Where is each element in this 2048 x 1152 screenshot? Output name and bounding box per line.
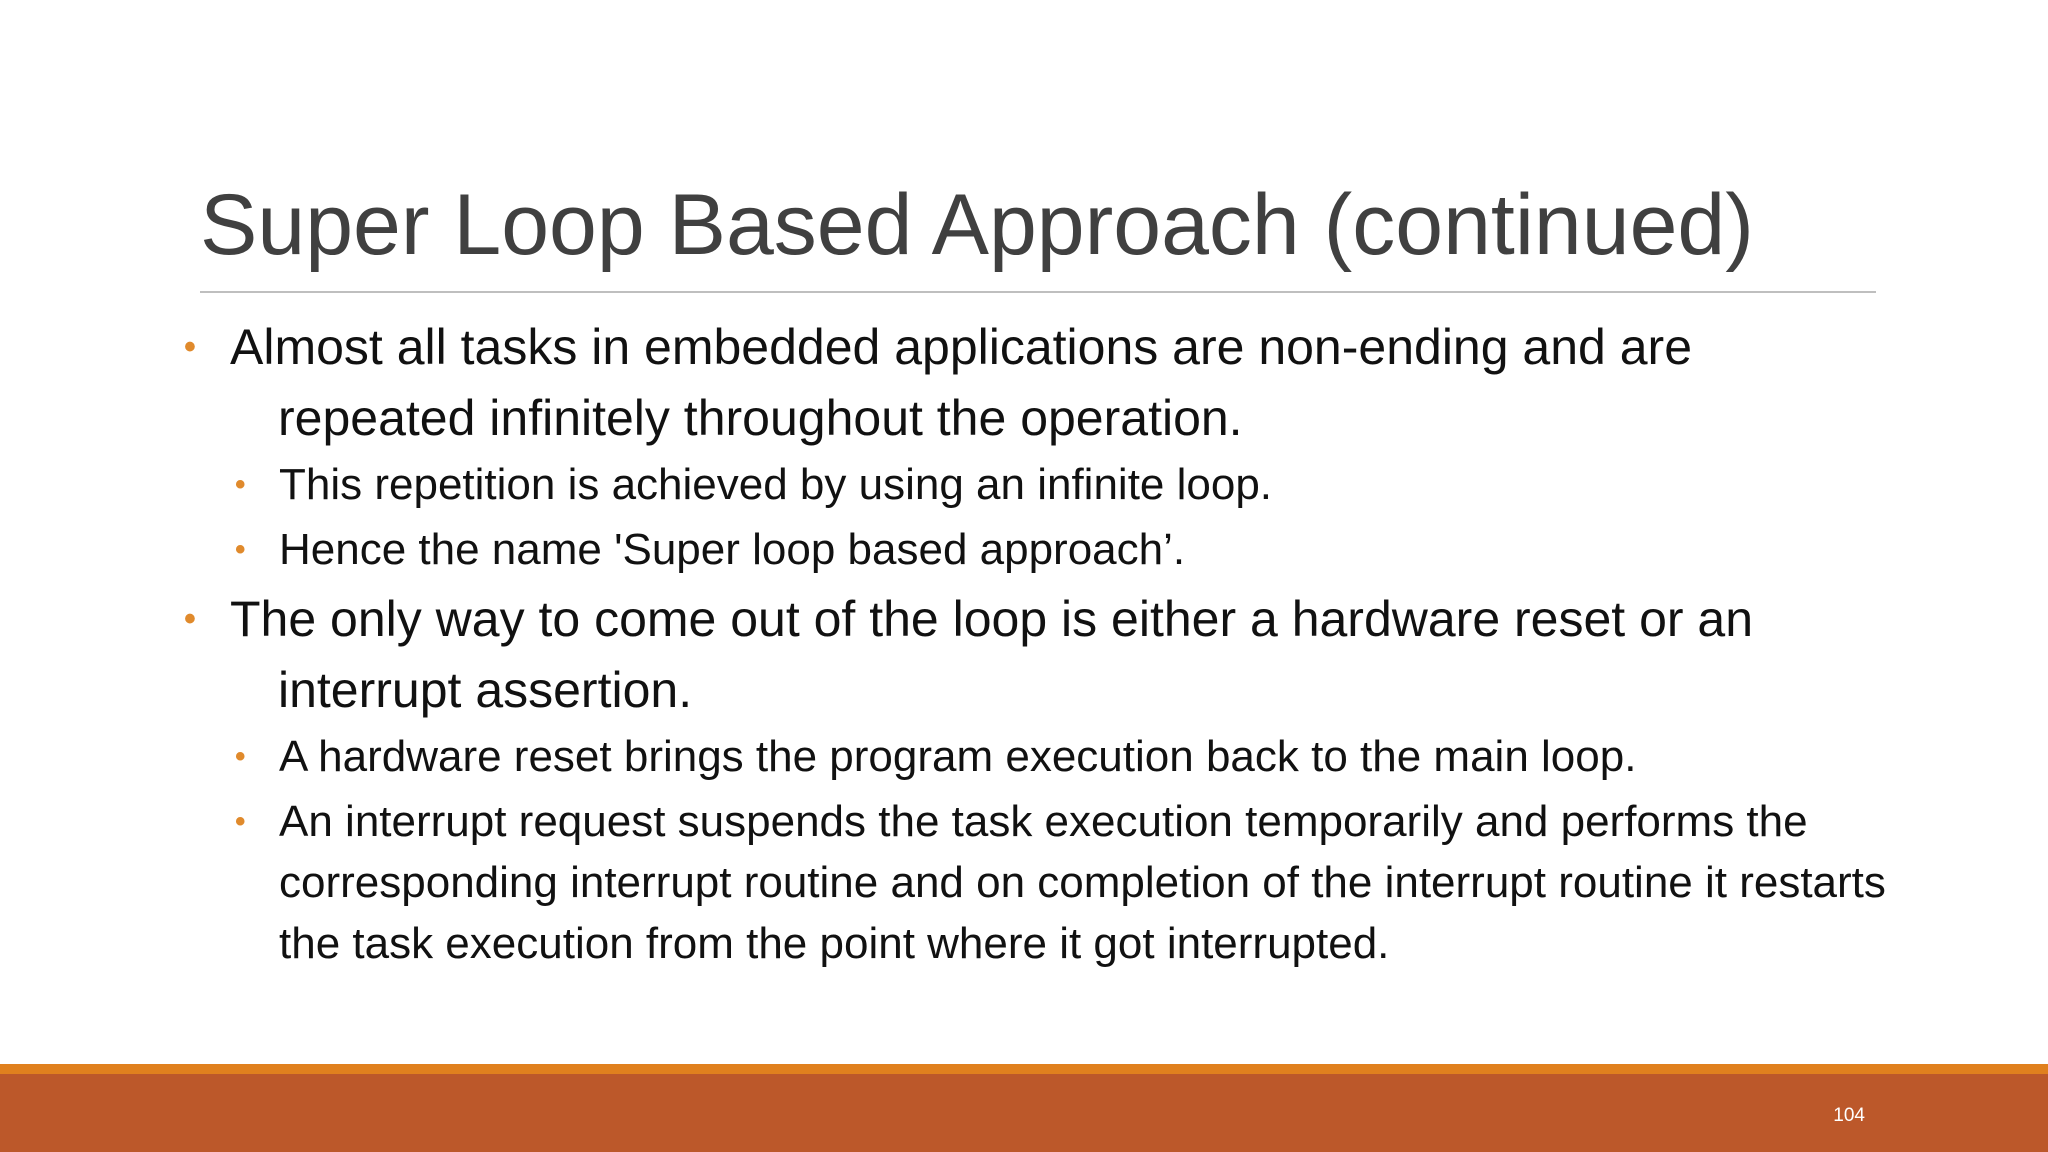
footer-bar <box>0 1074 2048 1152</box>
bullet-dot-icon: • <box>235 468 246 501</box>
slide-title: Super Loop Based Approach (continued) <box>200 177 1754 273</box>
sub-bullet-item <box>180 519 1900 580</box>
bullet-dot-icon: • <box>235 805 246 838</box>
sub-bullet-item <box>180 791 1900 974</box>
sub-bullet-text: An interrupt request suspends the task execution temporarily and performs the corresponding interrupt routine and on completion of the interrupt routine it restarts the task execution from the point where it got interrupted. <box>279 797 1886 968</box>
title-divider <box>200 291 1876 293</box>
sub-bullet-text: Hence the name 'Super loop based approach’. <box>279 525 1186 574</box>
sub-bullet-item <box>180 726 1900 787</box>
sub-bullet-text: A hardware reset brings the program execution back to the main loop. <box>279 732 1637 781</box>
bullet-text: Almost all tasks in embedded applications are non-ending and are repeated infinitely throughout the operation. <box>230 319 1693 446</box>
bullet-dot-icon: • <box>184 328 196 366</box>
bullet-text: The only way to come out of the loop is either a hardware reset or an interrupt assertion. <box>230 591 1754 718</box>
footer-accent-bar <box>0 1064 2048 1074</box>
bullet-item <box>180 312 1900 454</box>
bullet-dot-icon: • <box>235 740 246 773</box>
bullet-item <box>180 584 1900 726</box>
sub-bullet-item <box>180 454 1900 515</box>
sub-bullet-text: This repetition is achieved by using an infinite loop. <box>279 460 1273 509</box>
page-number: 104 <box>1833 1105 1865 1126</box>
slide-content <box>180 312 1900 974</box>
bullet-dot-icon: • <box>235 533 246 566</box>
bullet-dot-icon: • <box>184 600 196 638</box>
